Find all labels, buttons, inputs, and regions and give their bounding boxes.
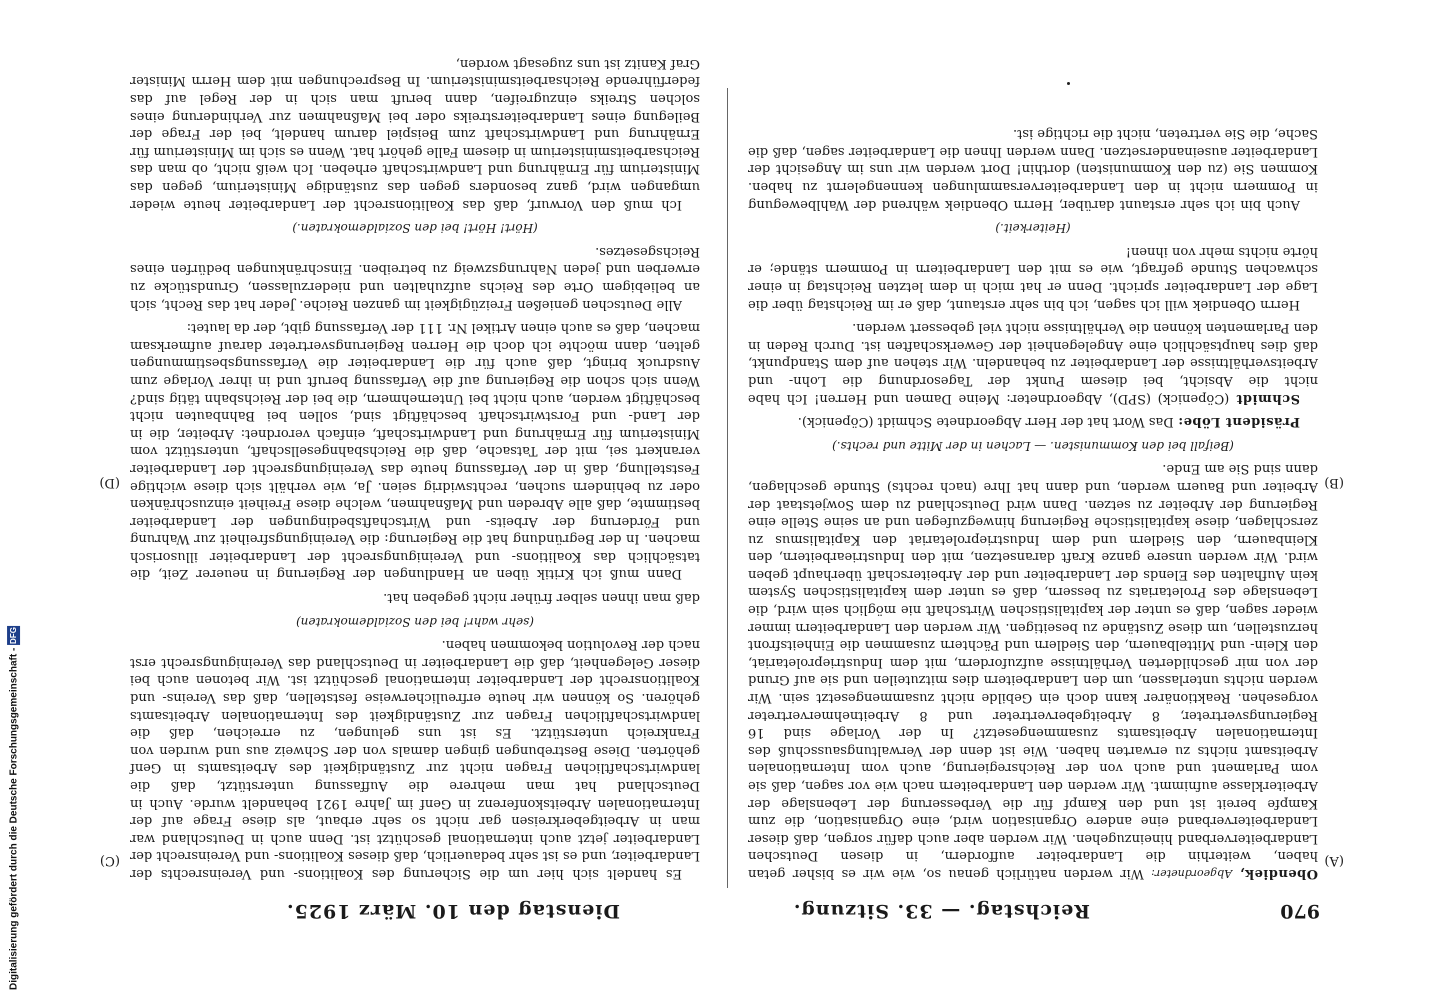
speaker-name: Präsident Löbe:	[1177, 414, 1300, 430]
speech-paragraph: daß man ihnen selber früher nicht gegeben hat.	[383, 590, 700, 606]
stage-direction: (Beifall bei den Kommunisten. — Lachen in der Mitte und rechts.)	[832, 438, 1234, 453]
dfg-logo: DFG	[9, 626, 19, 644]
page-title-right: Dienstag den 10. März 1925.	[285, 900, 620, 922]
speech-paragraph	[748, 319, 1318, 407]
stage-direction: (Hört! Hört! bei den Sozialdemokraten.)	[292, 221, 538, 236]
speech-paragraph: Auch bin ich sehr erstaunt darüber, Herrn Obendiek während der Wahlbewegung in Pommern nicht in den Landarbeiterversammlungen kennengelernt zu haben. Kommen Sie (zu den Kommunisten) dorthin! Dort werden wir uns im Angesicht der Landarbeiter auseinandersetzen. Dann werden Ihnen die Landarbeiter sagen, daß die Sache, die Sie vertreten, nicht die richtige ist.	[748, 126, 1318, 212]
margin-marker-b: (B)	[1324, 475, 1344, 490]
speech-paragraph	[748, 460, 1318, 882]
speaker-name: Schmidt	[1235, 390, 1300, 406]
speech-paragraph	[748, 413, 1318, 431]
speech-paragraph: Ich muß den Vorwurf, daß das Koalitionsrecht der Landarbeiter heute wieder umgangen wird, ganz besonders gegen das zuständige Ministerium, gegen das Ministerium für Ernährung und Landwirtschaft erheben. Ich weiß nicht, ob man das Reichsarbeitsministerium in diesem Falle gehört hat. Wenn es sich im Ministerium für Ernährung und Landwirtschaft zum Beispiel darum handelt, bei der Frage der Beilegung eines Landarbeiterstreiks oder bei Maßnahmen zur Verhinderung eines solchen Streiks einzugreifen, dann beruft man sich in der Regel auf das federführende Reichsarbeitsministerium. In Besprechungen mit dem Herrn Minister Graf Kanitz ist uns zugesagt worden,	[130, 55, 700, 212]
quoted-article: Alle Deutschen genießen Freizügigkeit im ganzen Reiche. Jeder hat das Recht, sich an beliebigem Orte des Reichs aufzuhalten und niederzulassen, Grundstücke zu erwerben und jeden Nahrungszweig zu betreiben. Einschränkungen bedürfen eines Reichsgesetzes.	[130, 243, 700, 312]
speaker-name: Obendiek,	[1239, 866, 1318, 881]
margin-marker-d: (D)	[99, 475, 120, 490]
margin-marker-c: (C)	[99, 853, 120, 868]
scanned-page	[99, 55, 1344, 930]
column-divider	[727, 88, 728, 888]
speaker-role: Abgeordneter:	[1151, 867, 1233, 880]
speech-paragraph: Es handelt sich hier um die Sicherung des Koalitions- und Vereinsrechts der Landarbeiter, und es ist sehr bedauerlich, daß dieses Koalitions- und Vereinsrecht der Landarbeiter jetzt auch international geschützt ist. Denn auch in Deutschland war man in Arbeitgeberkreisen gar nicht so sehr erbaut, als diese Frage auf der Internationalen Arbeitskonferenz in Genf im Jahre 1921 behandelt wurde. Auch in Deutschland hat man mehrere die Auffassung unterstützt, daß die landwirtschaftlichen Fragen nicht zur Zuständigkeit des Arbeitsamts in Genf gehörten. Diese Bestrebungen gingen damals von der Schweiz aus und wurden von Frankreich unterstützt. Es ist uns gelungen, zu erreichen, daß die landwirtschaftlichen Fragen zur Zuständigkeit des Internationalen Arbeitsamts gehören. So können wir heute erfreulicherweise feststellen, daß das Vereins- und Koalitionsrecht der Landarbeiter international geschützt ist. Wir betonen auch bei dieser Gelegenheit, daß die Landarbeiter in Deutschland das Vereinigungsrecht erst nach der Revolution bekommen haben.	[130, 637, 700, 881]
stage-direction: (Heiterkeit.)	[995, 221, 1071, 236]
scan-speck	[1067, 82, 1070, 85]
footer-text: Digitalisierung gefördert durch die Deutsche Forschungsgemeinschaft -	[8, 647, 20, 990]
paragraph-text: (Cöpenick) (SPD), Abgeordneter: Meine Damen und Herren! Ich habe nicht die Absicht, bei diesem Punkt der Tagesordnung die Lohn- und Arbeitsverhältnisse der Landarbeiter zu behandeln. Wir stehen auf dem Standpunkt, daß dies hauptsächlich eine Angelegenheit der Gewerkschaften ist. Durch Reden in den Parlamenten können die Verhältnisse nicht viel gebessert werden.	[747, 320, 1318, 406]
speech-paragraph: Herrn Obendiek will ich sagen, ich bin sehr erstaunt, daß er im Reichstag über die Lage der Landarbeiter spricht. Denn er hat mich in dem letzten Reichstag in einer schwachen Stunde gefragt, wie es mit den Landarbeitern in Pommern stände; er hörte nichts mehr von ihnen!	[748, 243, 1318, 312]
digitization-footer	[4, 10, 24, 990]
right-column	[130, 55, 700, 882]
page-title-left: Reichstag. — 33. Sitzung.	[792, 900, 1090, 922]
stage-direction: (sehr wahr! bei den Sozialdemokraten)	[296, 614, 534, 629]
margin-marker-a: (A)	[1324, 853, 1344, 868]
page-number: 970	[1280, 900, 1320, 922]
speech-paragraph: Dann muß ich Kritik üben an Handlungen der Regierung in neuerer Zeit, die tatsächlich das Koalitions- und Vereinigungsrecht der Landarbeiter illusorisch machen. In der Begründung hat die Regierung: die Vereinigungsfreiheit zur Wahrung und Förderung der Arbeits- und Wirtschaftsbedingungen der Landarbeiter bestimmte, daß alle Abreden und Maßnahmen, welche diese Freiheit einzuschränken oder zu behindern suchen, rechtswidrig seien. Ja, wie verhält sich diese wichtige Feststellung, daß in der Verfassung heute das Vereinigungsrecht der Landarbeiter verankert sei, mit der Tatsache, daß die Reichsbahngesellschaft, unterstützt vom Ministerium für Ernährung und Landwirtschaft, einfach verordnet: Arbeiter, die in der Land- und Forstwirtschaft beschäftigt sind, sollen bei Bahnbauten nicht beschäftigt werden, auch nicht bei Unternehmern, die bei der Reichsbahn tätig sind? Wenn sich schon die Regierung auf die Verfassung beruft und in ihrer Vorlage zum Ausdruck bringt, daß auch für die Landarbeiter die Verfassungsbestimmungen gelten, dann möchte ich doch die Herren Regierungsvertreter darauf aufmerksam machen, daß es auch einen Artikel Nr. 111 der Verfassung gibt, der da lautet:	[130, 320, 700, 582]
left-column	[748, 92, 1318, 882]
page-header	[100, 890, 1340, 930]
paragraph-text: Das Wort hat der Herr Abgeordnete Schmidt (Cöpenick).	[797, 414, 1174, 430]
paragraph-text: Wir werden natürlich genau so, wie wir es bisher getan haben, weiterhin die Landarbeiter auffordern, in diesen Deutschen Landarbeiterverband hineinzugehen. Wir werden aber auch dafür sorgen, daß dieser Landarbeiterverband eine andere Organisation wird, eine Organisation, die zum Kampfe bereit ist und den Kampf für die Verbesserung der Lebenslage der Arbeiterklasse aufnimmt. Wir werden den Landarbeitern nach wie vor sagen, daß sie vom Parlament und auch von der Reichsregierung, auch vom Internationalen Arbeitsamt nichts zu erwarten haben. Wie ist denn der Verwaltungsausschuß des Internationalen Arbeitsamts zusammengesetzt? In der Vorlage sind 16 Regierungsvertreter, 8 Arbeitgebervertreter und 8 Arbeitnehmervertreter vorgesehen. Reaktionärer kann doch ein Gebilde nicht zusammengesetzt sein. Wir werden nichts unterlassen, um den Landarbeitern dies mitzuteilen und sie auf Grund der von mir geschilderten Verhältnisse aufzufordern, mit dem Industrieproletariat, den Klein- und Mittelbauern, den Siedlern und Pächtern zusammen die Einheitsfront herzustellen, um diese Zustände zu beseitigen. Wir werden den Landarbeitern immer wieder sagen, daß es unter der kapitalistischen Wirtschaft nie möglich sein wird, die Lebenslage des Proletariats zu bessern, daß es unter dem kapitalistischen System kein Aufhalten des Elends der Landarbeiter und der Arbeiterschaft überhaupt geben wird. Wir werden unsere ganze Kraft daransetzen, mit den Industriearbeitern, den Kleinbauern, den Siedlern und dem Industrieproletariat den Kapitalismus zu zerschlagen, diese kapitalistische Regierung hinwegzufegen und an seine Stelle eine Regierung der Arbeiter zu setzen. Dann wird Deutschland zu dem Sowjetstaat der Arbeiter und Bauern werden, und dann hat Ihre (nach rechts) Stunde geschlagen, dann sind Sie am Ende.	[748, 461, 1318, 881]
